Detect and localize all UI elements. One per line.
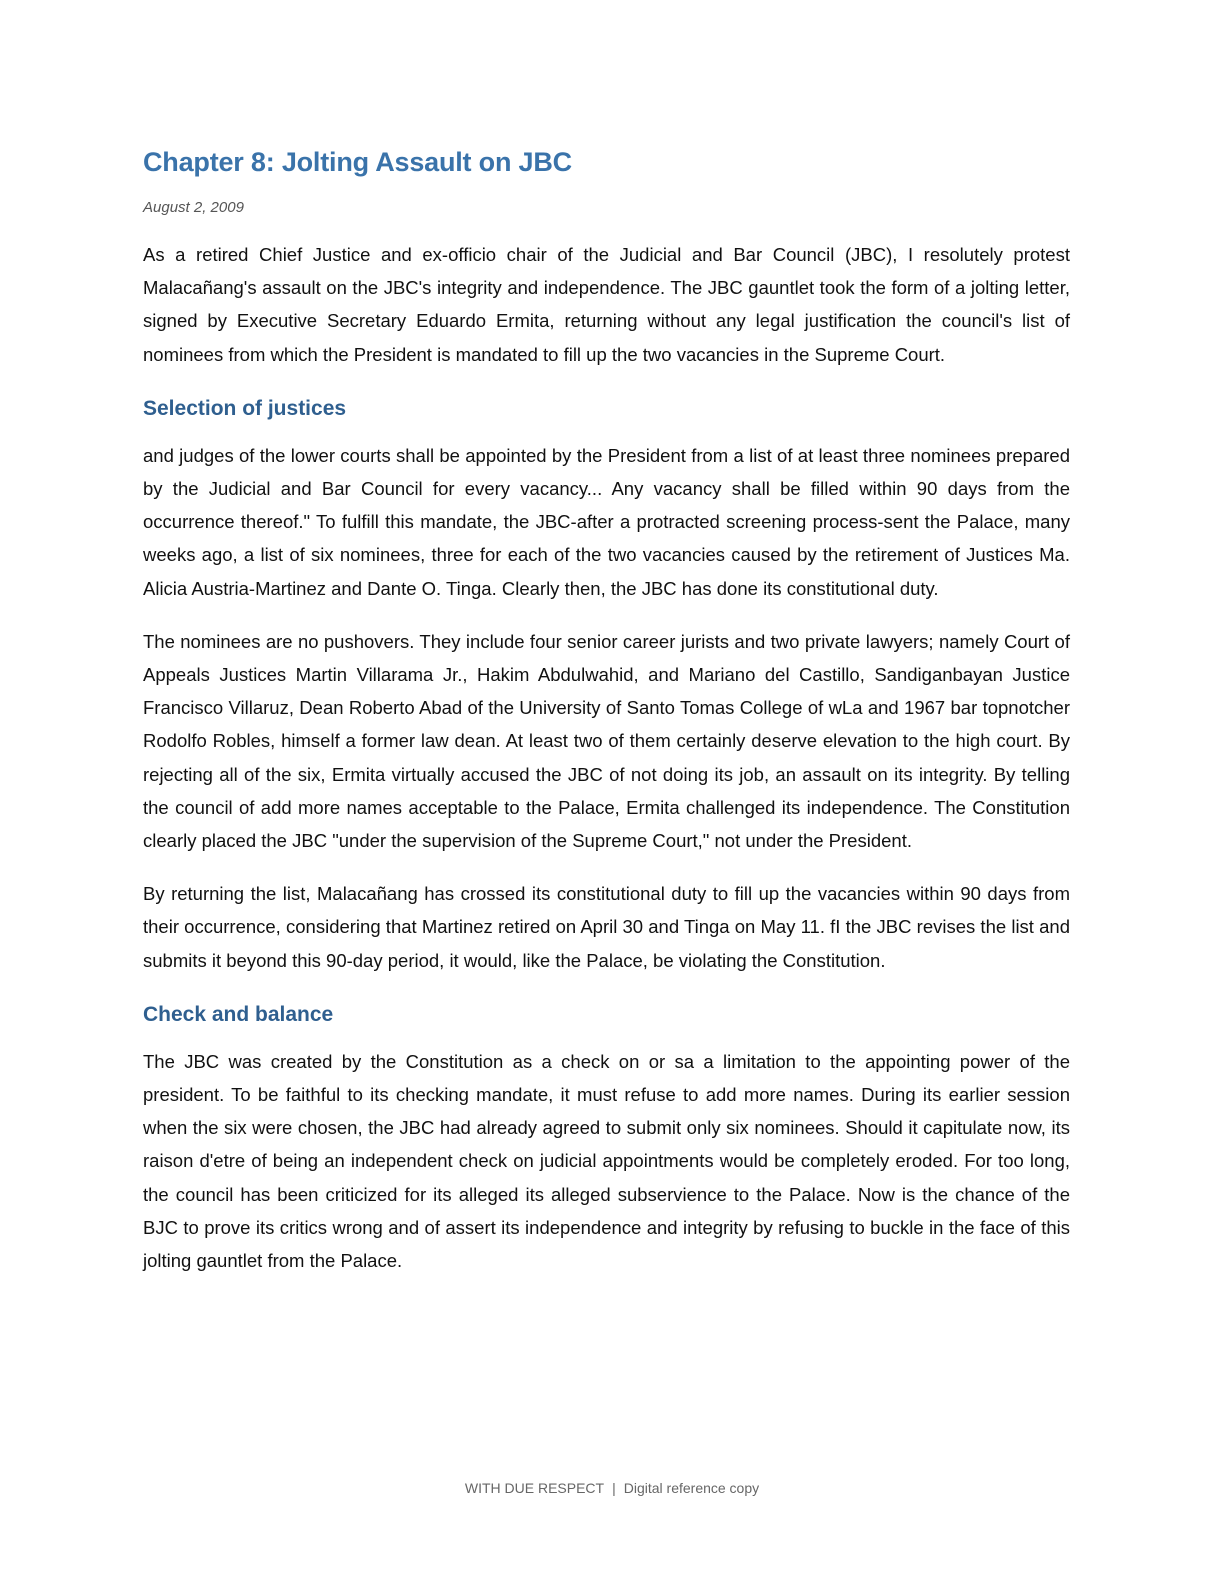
body-paragraph: The nominees are no pushovers. They include four senior career jurists and two private lawyers; namely Court of Appeals Justices Martin Villarama Jr., Hakim Abdulwahid, and Mariano del Castillo, Sandiganbayan Justice Francisco Villaruz, Dean Roberto Abad of the University of Santo Tomas College of wLa and 1967 bar topnotcher Rodolfo Robles, himself a former law dean. At least two of them certainly deserve elevation to the high court. By rejecting all of the six, Ermita virtually accused the JBC of not doing its job, an assault on its integrity. By telling the council of add more names acceptable to the Palace, Ermita challenged its independence. The Constitution clearly placed the JBC "under the supervision of the Supreme Court," not under the President. [143, 630, 1070, 852]
body-paragraph: By returning the list, Malacañang has crossed its constitutional duty to fill up the vacancies within 90 days from their occurrence, considering that Martinez retired on April 30 and Tinga on May 11. fI the JBC revises the list and submits it beyond this 90-day period, it would, like the Palace, be violating the Constitution. [143, 883, 1070, 971]
publication-date: August 2, 2009 [143, 199, 244, 216]
page-footer [0, 1478, 1224, 1498]
section-heading-selection-of-justices: Selection of justices [143, 396, 347, 420]
intro-paragraph: As a retired Chief Justice and ex-officio chair of the Judicial and Bar Council (JBC), I resolutely protest Malacañang's assault on the JBC's integrity and independence. The JBC gauntlet took the form of a jolting letter, signed by Executive Secretary Eduardo Ermita, returning without any legal justification the council's list of nominees from which the President is mandated to fill up the two vacancies in the Supreme Court. [143, 244, 1070, 365]
body-paragraph: and judges of the lower courts shall be appointed by the President from a list of at least three nominees prepared by the Judicial and Bar Council for every vacancy... Any vacancy shall be filled within 90 days from the occurrence thereof." To fulfill this mandate, the JBC-after a protracted screening process-sent the Palace, many weeks ago, a list of six nominees, three for each of the two vacancies caused by the retirement of Justices Ma. Alicia Austria-Martinez and Dante O. Tinga. Clearly then, the JBC has done its constitutional duty. [143, 444, 1070, 599]
section-heading-check-and-balance: Check and balance [143, 1002, 334, 1026]
footer-separator: | [612, 1480, 616, 1496]
document-page [143, 140, 1070, 1277]
body-paragraph: The JBC was created by the Constitution as a check on or sa a limitation to the appointing power of the president. To be faithful to its checking mandate, it must refuse to add more names. During its earlier session when the six were chosen, the JBC had already agreed to submit only six nominees. Should it capitulate now, its raison d'etre of being an independent check on judicial appointments would be completely eroded. For too long, the council has been criticized for its alleged its alleged subservience to the Palace. Now is the chance of the BJC to prove its critics wrong and of assert its independence and integrity by refusing to buckle in the face of this jolting gauntlet from the Palace. [143, 1050, 1070, 1272]
footer-book-title: WITH DUE RESPECT [464, 1480, 605, 1496]
chapter-title: Chapter 8: Jolting Assault on JBC [143, 147, 572, 177]
footer-copy-note: Digital reference copy [623, 1480, 760, 1496]
